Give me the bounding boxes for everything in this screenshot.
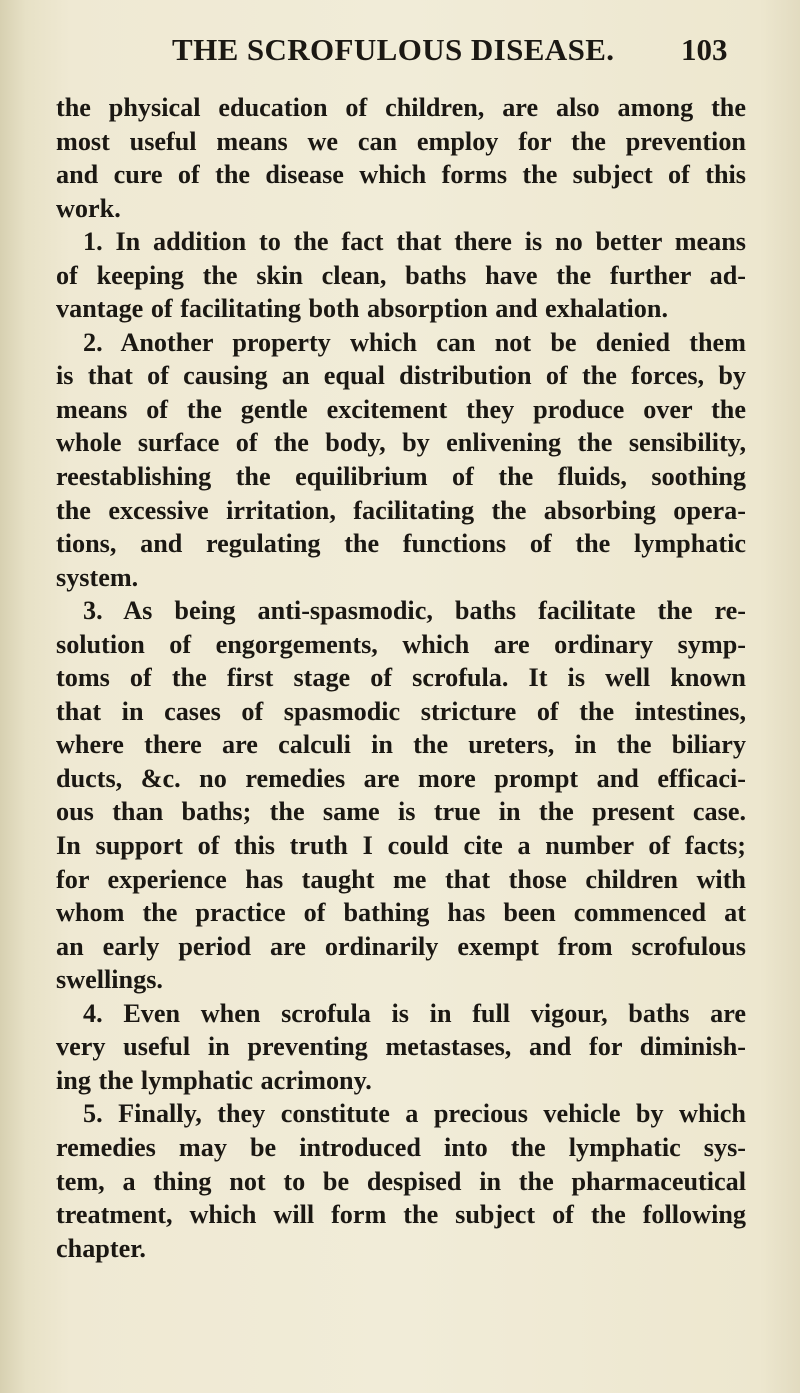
text-line: 1. In addition to the fact that there is no better means xyxy=(83,227,746,257)
text-line: an early period are ordinarily exempt from scrofulous xyxy=(56,931,746,961)
text-line: means of the gentle excitement they produce over the xyxy=(56,394,746,424)
text-line: system. xyxy=(56,562,139,592)
text-line: of keeping the skin clean, baths have the further ad- xyxy=(56,260,746,290)
text-line: 2. Another property which can not be denied them xyxy=(83,327,746,357)
text-line: the physical education of children, are also among the xyxy=(56,93,746,122)
text-line: solution of engorgements, which are ordinary symp- xyxy=(56,629,746,659)
text-line: ous than baths; the same is true in the present case. xyxy=(56,797,746,827)
text-line: 3. As being anti-spasmodic, baths facilitate the re- xyxy=(83,596,746,626)
text-line: and cure of the disease which forms the subject of this xyxy=(56,160,746,190)
text-line: ing the lymphatic acrimony. xyxy=(56,1065,372,1095)
text-line: tem, a thing not to be despised in the pharmaceutical xyxy=(56,1166,746,1196)
text-line: 5. Finally, they constitute a precious vehicle by which xyxy=(83,1099,746,1129)
running-title: THE SCROFULOUS DISEASE. xyxy=(172,32,615,67)
text-line: ducts, &c. no remedies are more prompt and efficaci- xyxy=(56,763,746,793)
text-line: very useful in preventing metastases, and for diminish- xyxy=(56,1032,746,1062)
text-line: 4. Even when scrofula is in full vigour, baths are xyxy=(83,998,746,1028)
text-line: In support of this truth I could cite a number of facts; xyxy=(56,831,746,861)
text-line: treatment, which will form the subject of the following xyxy=(56,1200,746,1230)
text-line: work. xyxy=(56,193,121,223)
text-line: vantage of facilitating both absorption and exhalation. xyxy=(56,294,669,324)
text-line: for experience has taught me that those children with xyxy=(56,864,746,894)
text-line: that in cases of spasmodic stricture of the intestines, xyxy=(56,696,746,726)
text-line: whom the practice of bathing has been commenced at xyxy=(56,898,746,928)
text-line: reestablishing the equilibrium of the fluids, soothing xyxy=(56,462,746,492)
page-number: 103 xyxy=(681,32,728,67)
text-line: swellings. xyxy=(56,965,163,995)
text-line: toms of the first stage of scrofula. It is well known xyxy=(56,663,746,693)
text-line: tions, and regulating the functions of the lymphatic xyxy=(56,529,746,559)
text-line: chapter. xyxy=(56,1233,146,1263)
text-line: most useful means we can employ for the prevention xyxy=(56,126,746,156)
text-line: where there are calculi in the ureters, in the biliary xyxy=(56,730,746,760)
body-text xyxy=(56,91,746,1265)
text-line: the excessive irritation, facilitating the absorbing opera- xyxy=(56,495,746,525)
page-header xyxy=(0,32,800,72)
text-line: remedies may be introduced into the lymphatic sys- xyxy=(56,1132,746,1162)
text-line: whole surface of the body, by enlivening the sensibility, xyxy=(56,428,746,458)
text-line: is that of causing an equal distribution of the forces, by xyxy=(56,361,746,391)
